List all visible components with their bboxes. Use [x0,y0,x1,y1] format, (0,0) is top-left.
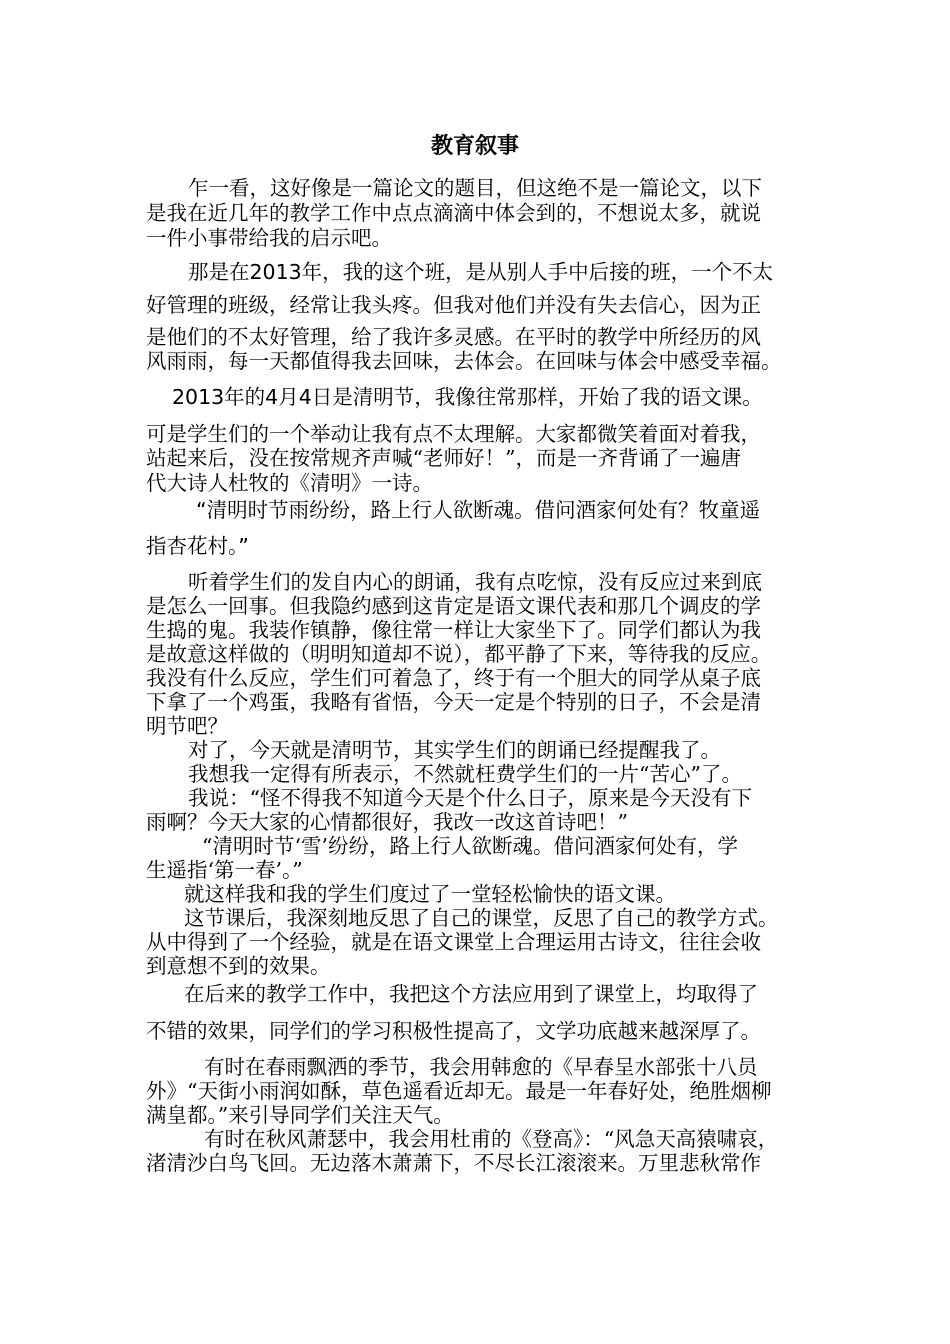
text-line: 渚清沙白鸟飞回。无边落木萧萧下，不尽长江滚滚来。万里悲秋常作 [146,1151,761,1175]
text-line: 代大诗人杜牧的《清明》一诗。 [146,471,433,495]
text-line: 我没有什么反应，学生们可着急了，终于有一个胆大的同学从桌子底 [146,666,761,690]
text-line: 一件小事带给我的启示吧。 [146,226,392,250]
text-line: 生遥指‘第一春’。” [146,858,303,882]
text-line: 有时在秋风萧瑟中，我会用杜甫的《登高》：“风急天高猿啸哀， [204,1127,779,1151]
text-line: 外》“天街小雨润如酥，草色遥看近却无。最是一年春好处，绝胜烟柳 [146,1079,772,1103]
text-line: 在后来的教学工作中，我把这个方法应用到了课堂上，均取得了 [184,982,758,1006]
text-line: 有时在春雨飘洒的季节，我会用韩愈的《早春呈水部张十八员 [204,1055,758,1079]
text-line: 不错的效果，同学们的学习积极性提高了，文学功底越来越深厚了。 [146,1019,761,1043]
text-line: 可是学生们的一个举动让我有点不太理解。大家都微笑着面对着我， [146,422,761,446]
text-line: 是他们的不太好管理，给了我许多灵感。在平时的教学中所经历的风 [146,325,761,349]
text-line: 风雨雨，每一天都值得我去回味，去体会。在回味与体会中感受幸福。 [146,349,782,373]
text-line: 对了，今天就是清明节，其实学生们的朗诵已经提醒我了。 [188,738,721,762]
text-line: 到意想不到的效果。 [146,954,331,978]
text-line: 站起来后，没在按常规齐声喊“老师好！”，而是一齐背诵了一遍唐 [146,446,741,470]
text-line: 指杏花村。” [146,534,249,558]
text-line: “清明时节雨纷纷，路上行人欲断魂。借问酒家何处有？牧童遥 [196,498,761,522]
text-line: 好管理的班级，经常让我头疼。但我对他们并没有失去信心，因为正 [146,293,761,317]
text-line: 是我在近几年的教学工作中点点滴滴中体会到的，不想说太多，就说 [146,201,761,225]
text-line: 那是在2013年，我的这个班，是从别人手中后接的班，一个不太 [188,260,774,284]
text-line: 是怎么一回事。但我隐约感到这肯定是语文课代表和那几个调皮的学 [146,594,761,618]
text-line: “清明时节‘雪’纷纷，路上行人欲断魂。借问酒家何处有，学 [202,834,739,858]
text-line: 我想我一定得有所表示，不然就枉费学生们的一片“苦心”了。 [188,762,742,786]
text-line: 明节吧？ [146,714,228,738]
text-line: 下拿了一个鸡蛋，我略有省悟，今天一定是个特别的日子，不会是清 [146,690,761,714]
text-line: 雨啊？今天大家的心情都很好，我改一改这首诗吧！” [146,810,628,834]
text-line: 生捣的鬼。我装作镇静，像往常一样让大家坐下了。同学们都认为我 [146,618,761,642]
text-line: 这节课后，我深刻地反思了自己的课堂，反思了自己的教学方式。 [184,906,779,930]
text-line: 从中得到了一个经验，就是在语文课堂上合理运用古诗文，往往会收 [146,930,761,954]
text-line: 就这样我和我的学生们度过了一堂轻松愉快的语文课。 [184,882,676,906]
text-line: 满皇都。”来引导同学们关注天气。 [146,1103,454,1127]
text-line: 我说：“怪不得我不知道今天是个什么日子，原来是今天没有下 [188,786,752,810]
text-line: 乍一看，这好像是一篇论文的题目，但这绝不是一篇论文，以下 [188,176,762,200]
text-line: 是故意这样做的（明明知道却不说），都平静了下来，等待我的反应。 [146,642,772,666]
text-line: 2013年的4月4日是清明节，我像往常那样，开始了我的语文课。 [172,385,763,409]
text-line: 听着学生们的发自内心的朗诵，我有点吃惊，没有反应过来到底 [188,570,762,594]
document-title: 教育叙事 [430,134,519,159]
